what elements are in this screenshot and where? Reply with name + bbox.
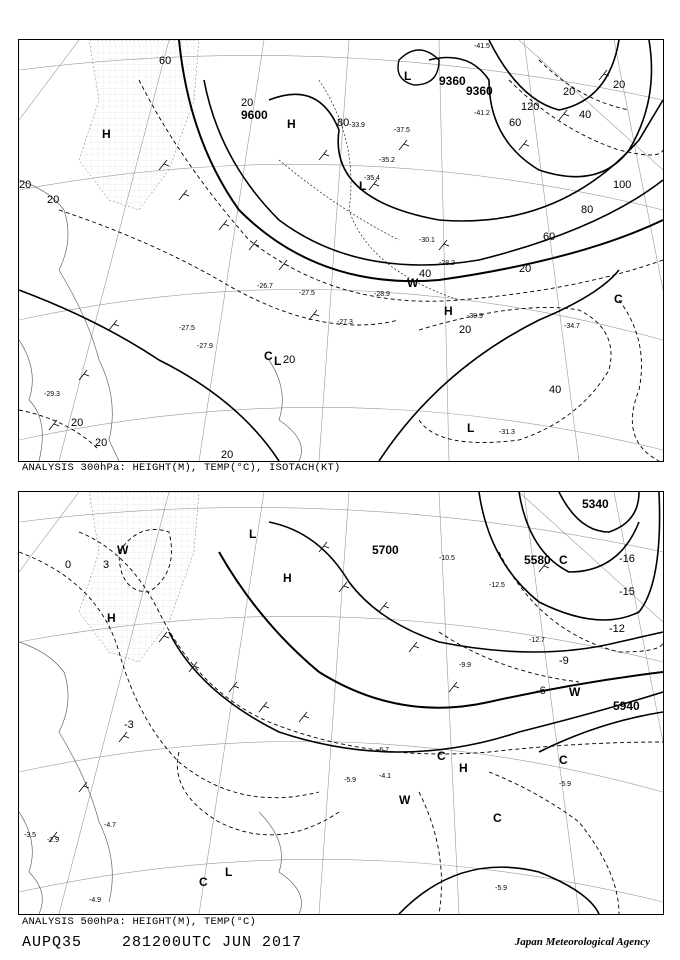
isotherm-label: -3 [124, 719, 134, 731]
cold-center-mark: C [614, 292, 623, 306]
warm-center-mark: W [117, 543, 129, 557]
isotach-label: 40 [549, 384, 562, 396]
isotherm-label: 0 [65, 559, 72, 571]
panel-caption-300hpa: ANALYSIS 300hPa: HEIGHT(M), TEMP(°C), ISOTACH(KT) [22, 462, 341, 474]
chart-datetime: 281200UTC JUN 2017 [122, 934, 303, 951]
temp-value: -2.9 [47, 837, 60, 844]
isotach-label: 20 [71, 417, 84, 429]
isotach-label: 60 [509, 117, 522, 129]
isotach-label: 20 [241, 97, 254, 109]
isotherm-label: -6 [536, 685, 546, 697]
cold-center-mark: C [199, 875, 208, 889]
temp-value: -27.5 [299, 290, 315, 297]
temp-value: -41.5 [474, 43, 490, 50]
low-center-mark: L [274, 354, 282, 368]
temp-value: -30.9 [467, 313, 483, 320]
temp-value: -5.9 [495, 885, 508, 892]
temp-value: -34.7 [564, 323, 580, 330]
high-center-mark: H [283, 571, 292, 585]
low-center-mark: L [249, 527, 257, 541]
temp-value: -28.9 [374, 291, 390, 298]
temp-value: -9.9 [459, 662, 472, 669]
high-center-mark: H [444, 304, 453, 318]
isotherm-label: -16 [619, 553, 635, 565]
coastline [19, 492, 302, 914]
low-center-mark: L [225, 865, 233, 879]
temp-value: -12.7 [529, 637, 545, 644]
cold-center-mark: C [264, 349, 273, 363]
isotach-label: 20 [47, 194, 60, 206]
height-label: 5340 [582, 497, 609, 511]
warm-center-mark: W [569, 685, 581, 699]
temp-value: -5.9 [344, 777, 357, 784]
temp-value: -33.9 [349, 122, 365, 129]
isotach-label: 40 [419, 268, 432, 280]
high-center-mark: H [459, 761, 468, 775]
chart-500hpa [18, 491, 664, 915]
isotach-label: 120 [521, 101, 540, 113]
isotherm-label: -9 [559, 655, 569, 667]
low-center-mark: L [359, 179, 367, 193]
isotach-label: 80 [581, 204, 594, 216]
isotach-label: 20 [563, 86, 576, 98]
temp-value: -41.2 [474, 110, 490, 117]
isotach-label: 80 [337, 117, 350, 129]
map-500hpa [19, 492, 663, 914]
temp-value: -35.4 [364, 175, 380, 182]
height-label: 5940 [613, 699, 640, 713]
isotach-label: 100 [613, 179, 632, 191]
panel-caption-500hpa: ANALYSIS 500hPa: HEIGHT(M), TEMP(°C) [22, 916, 257, 928]
temp-value: -28.2 [439, 260, 455, 267]
isotach-label: 40 [579, 109, 592, 121]
isotach-label: 60 [159, 55, 172, 67]
temp-value: -29.3 [44, 391, 60, 398]
cold-center-mark: C [493, 811, 502, 825]
isotherm-label: -12 [609, 623, 625, 635]
temp-value: -10.5 [439, 555, 455, 562]
isotherm-label: -15 [619, 586, 635, 598]
cold-center-mark: C [559, 753, 568, 767]
cold-center-mark: C [559, 553, 568, 567]
temp-value: -6.7 [377, 747, 390, 754]
high-center-mark: H [287, 117, 296, 131]
height-label: 5580 [524, 553, 551, 567]
high-center-mark: H [102, 127, 111, 141]
coastline [19, 40, 302, 461]
temp-value: -37.5 [394, 127, 410, 134]
temp-value: -4.1 [379, 773, 392, 780]
temp-value: -5.9 [559, 781, 572, 788]
low-center-mark: L [404, 69, 412, 83]
warm-center-mark: W [399, 793, 411, 807]
chart-300hpa [18, 39, 664, 462]
temp-value: -4.7 [104, 822, 117, 829]
isotach-label: 20 [459, 324, 472, 336]
isotach-label: 20 [519, 263, 532, 275]
low-center-mark: L [467, 421, 475, 435]
high-center-mark: H [107, 611, 116, 625]
height-label: 9600 [241, 108, 268, 122]
map-300hpa [19, 40, 663, 461]
isotach-label: 20 [283, 354, 296, 366]
agency-credit: Japan Meteorological Agency [514, 936, 650, 948]
temp-value: -12.5 [489, 582, 505, 589]
chart-code: AUPQ35 [22, 934, 83, 951]
height-label: 9360 [439, 74, 466, 88]
isotach-label: 60 [543, 231, 556, 243]
isotach-label: 20 [221, 449, 234, 461]
isotach-label: 20 [95, 437, 108, 449]
temp-value: -26.7 [257, 283, 273, 290]
isotherm-label: 3 [103, 559, 110, 571]
temp-value: -27.5 [179, 325, 195, 332]
temp-value: -4.9 [89, 897, 102, 904]
cold-center-mark: C [437, 749, 446, 763]
temp-value: -27.3 [337, 319, 353, 326]
chart-code-and-time [22, 934, 302, 951]
isotach-label: 20 [613, 79, 626, 91]
height-label: 9360 [466, 84, 493, 98]
isotach-label: 20 [19, 179, 32, 191]
temp-value: -31.3 [499, 429, 515, 436]
warm-center-mark: W [407, 276, 419, 290]
temp-value: -27.9 [197, 343, 213, 350]
height-label: 5700 [372, 543, 399, 557]
temp-value: -3.5 [24, 832, 37, 839]
height-labels [241, 74, 493, 122]
temp-value: -30.1 [419, 237, 435, 244]
temp-value: -35.2 [379, 157, 395, 164]
